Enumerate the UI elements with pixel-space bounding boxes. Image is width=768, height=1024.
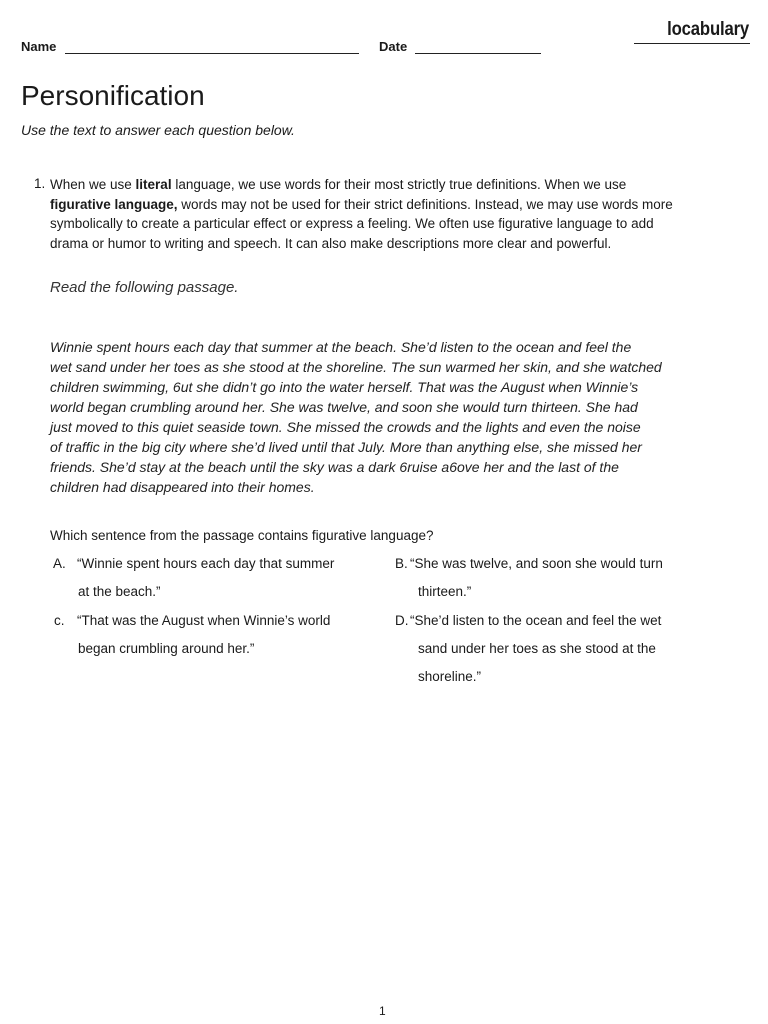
question-line: figurative language, words may not be used for their strict definitions. Instead, we may use words more <box>50 196 673 212</box>
option-d-text[interactable]: sand under her toes as she stood at the <box>418 641 656 656</box>
page-number: 1 <box>379 1004 386 1018</box>
page-title: Personification <box>21 80 205 111</box>
option-b-text[interactable]: “She was twelve, and soon she would turn <box>410 556 663 571</box>
question-line: symbolically to create a particular effect or express a feeling. We often use figurative language to add <box>50 216 654 231</box>
date-field[interactable] <box>415 53 541 54</box>
instructions: Use the text to answer each question below. <box>21 122 295 138</box>
option-b-letter[interactable]: B. <box>395 556 408 571</box>
option-b-text[interactable]: thirteen.” <box>418 584 472 599</box>
date-label: Date <box>379 39 408 54</box>
brand-logo: locabulary <box>667 19 749 40</box>
mc-question: Which sentence from the passage contains figurative language? <box>50 528 434 543</box>
passage <box>50 337 722 497</box>
passage-line: world began crumbling around her. She was twelve, and soon she would turn thirteen. She had <box>50 399 638 415</box>
passage-line: friends. She’d stay at the beach until the sky was a dark 6ruise a6ove her and the last of the <box>50 459 619 475</box>
brand-underline <box>634 43 750 44</box>
passage-line: children swimming, 6ut she didn’t go into the water herself. That was the August when Winnie’s <box>50 379 639 395</box>
passage-line: wet sand under her toes as she stood at the shoreline. The sun warmed her skin, and she watched <box>50 359 662 375</box>
name-field[interactable] <box>65 53 359 54</box>
passage-line: children had disappeared into their homes. <box>50 479 315 495</box>
option-d-text[interactable]: shoreline.” <box>418 669 482 684</box>
read-prompt: Read the following passage. <box>50 279 239 296</box>
passage-line: just moved to this quiet seaside town. She missed the crowds and the lights and even the noise <box>50 419 641 435</box>
option-c-letter[interactable]: c. <box>54 613 65 628</box>
option-a-text[interactable]: “Winnie spent hours each day that summer <box>77 556 335 571</box>
question-line: When we use literal language, we use words for their most strictly true definitions. When we use <box>50 177 627 192</box>
passage-line: of traffic in the big city where she’d lived until that July. More than anything else, she missed her <box>50 439 642 455</box>
option-a-text[interactable]: at the beach.” <box>78 584 161 599</box>
option-c-text[interactable]: began crumbling around her.” <box>78 641 255 656</box>
option-d-letter[interactable]: D. <box>395 613 409 628</box>
option-c-text[interactable]: “That was the August when Winnie’s world <box>77 613 331 628</box>
question-text <box>50 175 722 253</box>
option-a-letter[interactable]: A. <box>53 556 66 571</box>
question-number: 1. <box>34 176 46 191</box>
name-label: Name <box>21 39 57 54</box>
question-line: drama or humor to writing and speech. It can also make descriptions more clear and powerful. <box>50 235 612 251</box>
option-d-text[interactable]: “She’d listen to the ocean and feel the wet <box>410 613 662 628</box>
passage-line: Winnie spent hours each day that summer at the beach. She’d listen to the ocean and feel the <box>50 339 632 355</box>
